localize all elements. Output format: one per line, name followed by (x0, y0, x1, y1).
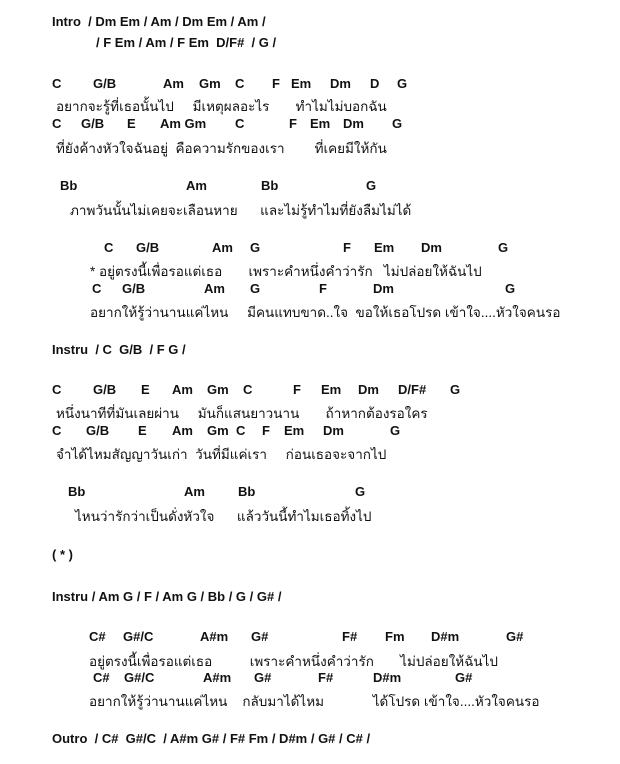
chord-line (0, 281, 620, 301)
chord: D (370, 76, 380, 91)
chord: C# (89, 629, 106, 644)
chord: G (250, 240, 261, 255)
section-label-line (0, 14, 620, 34)
chord: Fm (385, 629, 405, 644)
chord: G/B (86, 423, 110, 438)
chord: Dm (343, 116, 364, 131)
chord: Dm (358, 382, 379, 397)
chord: Bb (68, 484, 86, 499)
lyric-line (0, 650, 620, 670)
chord: C (52, 423, 62, 438)
lyric-text: ที่ยังค้างหัวใจฉันอยู่ คือความรักของเรา ที่เคยมีให้กัน (56, 141, 387, 156)
lyric-text: อยากให้รู้ว่านานแค่ไหน กลับมาได้ไหม ได้โปรด เข้าใจ....หัวใจคนรอ (89, 694, 540, 709)
chord: Em (284, 423, 305, 438)
lyric-text: หนึ่งนาทีที่มันเลยผ่าน มันก็แสนยาวนาน ถ้าหากต้องรอใคร (56, 406, 428, 421)
chord: C (52, 382, 62, 397)
chord: E (127, 116, 136, 131)
chord: Em (321, 382, 342, 397)
chord: G (397, 76, 408, 91)
chord: G/B (81, 116, 105, 131)
chord: Bb (261, 178, 279, 193)
chord: F (262, 423, 270, 438)
chord: Am (212, 240, 233, 255)
section-label-line (0, 547, 620, 567)
chord: F (293, 382, 301, 397)
chord: Em (310, 116, 331, 131)
lyric-text: จำได้ไหมสัญญาวันเก่า วันที่มีแค่เรา ก่อนเธอจะจากไป (56, 447, 387, 462)
chord: G/B (93, 382, 117, 397)
chord: Am (163, 76, 184, 91)
chord: G#/C (124, 670, 155, 685)
chord: Dm (373, 281, 394, 296)
chord: G (450, 382, 461, 397)
chord: G# (254, 670, 272, 685)
chord: Dm (421, 240, 442, 255)
section-label-line (0, 731, 620, 751)
chord: C# (93, 670, 110, 685)
chord-line (0, 629, 620, 649)
chord-line (0, 382, 620, 402)
lyric-line (0, 402, 620, 422)
chord: G (355, 484, 366, 499)
chord: F (319, 281, 327, 296)
chord: Em (291, 76, 312, 91)
chord-line (0, 240, 620, 260)
lyric-line (0, 95, 620, 115)
section-label-line (0, 589, 620, 609)
section-label: Instru / C G/B / F G / (52, 342, 186, 357)
chord-line (0, 423, 620, 443)
chord: G# (455, 670, 473, 685)
chord: Am (204, 281, 225, 296)
chord: Bb (238, 484, 256, 499)
chord-line (0, 76, 620, 96)
chord: C (236, 423, 246, 438)
chord: C (104, 240, 114, 255)
chord: G (392, 116, 403, 131)
chord: Am Gm (160, 116, 207, 131)
chord: D#m (431, 629, 460, 644)
chord: A#m (203, 670, 232, 685)
chord: Bb (60, 178, 78, 193)
lyric-line (0, 690, 620, 710)
chord-line (0, 116, 620, 136)
lyric-line (0, 199, 620, 219)
chord: G (505, 281, 516, 296)
chord: D#m (373, 670, 402, 685)
chord: C (92, 281, 102, 296)
section-label-line (0, 342, 620, 362)
lyric-line (0, 301, 620, 321)
section-label: Instru / Am G / F / Am G / Bb / G / G# / (52, 589, 282, 604)
chord: Am (172, 423, 193, 438)
lyric-line (0, 260, 620, 280)
chord: C (235, 76, 245, 91)
chord: G (390, 423, 401, 438)
chord: C (52, 116, 62, 131)
chord: G# (506, 629, 524, 644)
chord: F (343, 240, 351, 255)
chord: G/B (122, 281, 146, 296)
lyric-text: อยากจะรู้ที่เธอนั้นไป มีเหตุผลอะไร ทำไมไม่บอกฉัน (56, 99, 387, 114)
chord: E (141, 382, 150, 397)
lyric-text: ไหนว่ารักว่าเป็นดั่งหัวใจ แล้ววันนี้ทำไมเธอทิ้งไป (75, 509, 372, 524)
chord: Am (172, 382, 193, 397)
chord: G (250, 281, 261, 296)
section-label: ( * ) (52, 547, 73, 562)
chord: F# (342, 629, 358, 644)
lyric-text: ภาพวันนั้นไม่เคยจะเลือนหาย และไม่รู้ทำไมที่ยังลืมไม่ได้ (70, 203, 412, 218)
section-label: Intro / Dm Em / Am / Dm Em / Am / (52, 14, 266, 29)
lyric-text: * อยู่ตรงนี้เพื่อรอแต่เธอ เพราะคำหนึ่งคำว่ารัก ไม่ปล่อยให้ฉันไป (90, 264, 482, 279)
chord: Gm (207, 382, 229, 397)
chord: F (289, 116, 297, 131)
lyric-text: อยากให้รู้ว่านานแค่ไหน มีคนแทบขาด..ใจ ขอให้เธอโปรด เข้าใจ....หัวใจคนรอ (90, 305, 561, 320)
chord: G/B (136, 240, 160, 255)
section-label: / F Em / Am / F Em D/F# / G / (96, 35, 277, 50)
chord: Dm (330, 76, 351, 91)
chord: Em (374, 240, 395, 255)
chord: G/B (93, 76, 117, 91)
chord: G# (251, 629, 269, 644)
chord: A#m (200, 629, 229, 644)
chord-line (0, 484, 620, 504)
chord: D/F# (398, 382, 427, 397)
chord: C (243, 382, 253, 397)
chord: Am (184, 484, 205, 499)
lyric-line (0, 505, 620, 525)
lyric-text: อยู่ตรงนี้เพื่อรอแต่เธอ เพราะคำหนึ่งคำว่ารัก ไม่ปล่อยให้ฉันไป (89, 654, 498, 669)
chord: C (52, 76, 62, 91)
chord: E (138, 423, 147, 438)
chord: C (235, 116, 245, 131)
chord: G (498, 240, 509, 255)
section-label: Outro / C# G#/C / A#m G# / F# Fm / D#m / G# / C# / (52, 731, 371, 746)
chord: Gm (207, 423, 229, 438)
lyric-line (0, 137, 620, 157)
chord: Dm (323, 423, 344, 438)
chord: F (272, 76, 280, 91)
chord: Gm (199, 76, 221, 91)
chord-line (0, 670, 620, 690)
chord-line (0, 178, 620, 198)
chord: Am (186, 178, 207, 193)
section-label-line (0, 35, 620, 55)
lyric-line (0, 443, 620, 463)
chord: F# (318, 670, 334, 685)
chord: G (366, 178, 377, 193)
chord: G#/C (123, 629, 154, 644)
